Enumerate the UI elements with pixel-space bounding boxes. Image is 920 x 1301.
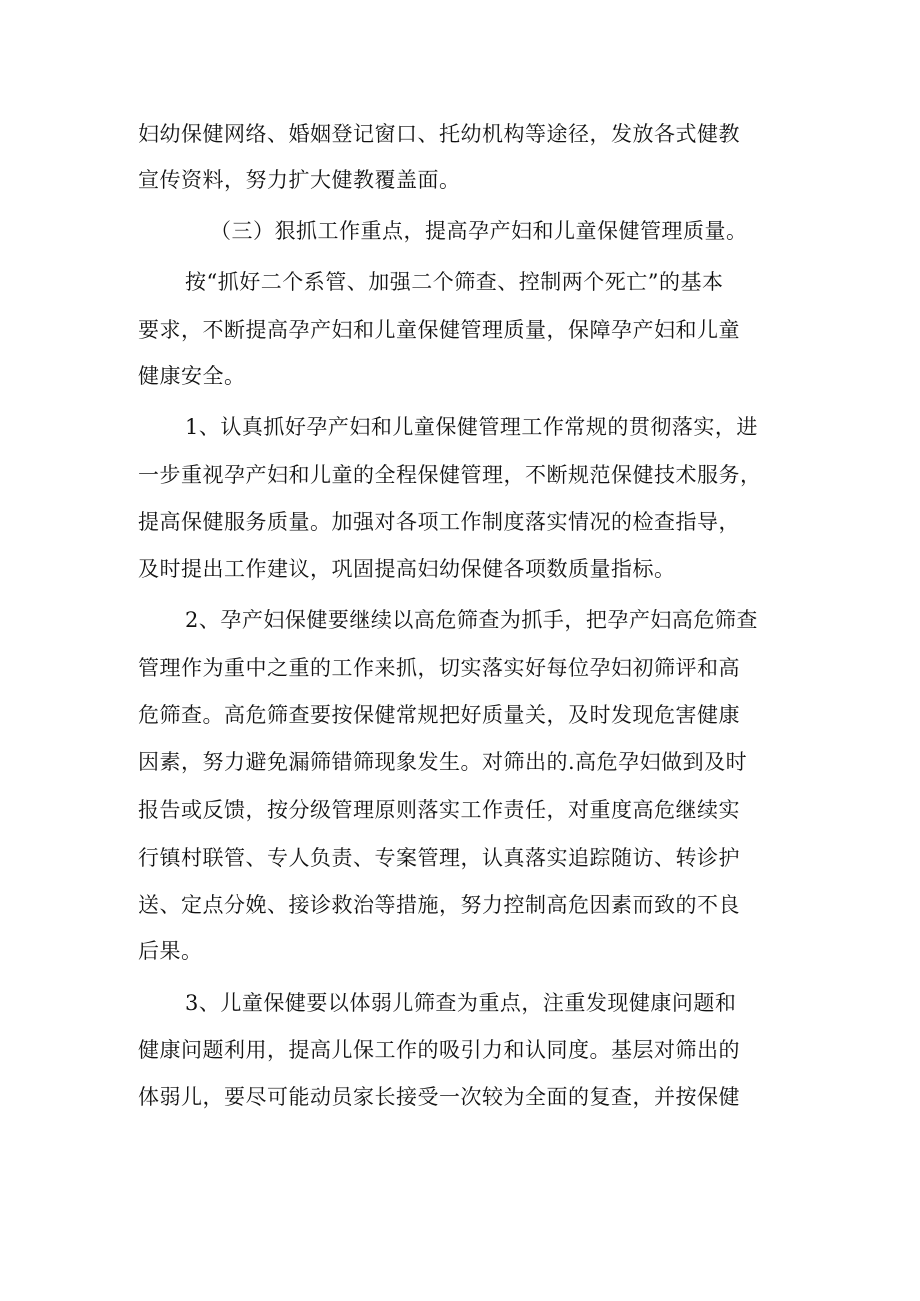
text-line: 宣传资料，努力扩大健教覆盖面。	[138, 168, 461, 192]
text-line: 妇幼保健网络、婚姻登记窗口、托幼机构等途径，发放各式健教	[138, 122, 740, 146]
text-line: 报告或反馈，按分级管理原则落实工作责任，对重度高危继续实	[138, 798, 740, 822]
text-line: 提高保健服务质量。加强对各项工作制度落实情况的检查指导，	[138, 510, 740, 534]
text-line: 危筛查。高危筛查要按保健常规把好质量关，及时发现危害健康	[138, 703, 740, 727]
text-line: 健康安全。	[138, 364, 246, 388]
text-line: 一步重视孕产妇和儿童的全程保健管理，不断规范保健技术服务，	[138, 463, 762, 487]
section-heading: （三）狠抓工作重点，提高孕产妇和儿童保健管理质量。	[210, 219, 748, 243]
text-line: 体弱儿，要尽可能动员家长接受一次较为全面的复查，并按保健	[138, 1085, 740, 1109]
text-line: 健康问题利用，提高儿保工作的吸引力和认同度。基层对筛出的	[138, 1038, 740, 1062]
text-line: 行镇村联管、专人负责、专案管理，认真落实追踪随访、转诊护	[138, 846, 740, 870]
text-line: 管理作为重中之重的工作来抓，切实落实好每位孕妇初筛评和高	[138, 656, 740, 680]
text-line: 及时提出工作建议，巩固提高妇幼保健各项数质量指标。	[138, 557, 676, 581]
text-line: 按“抓好二个系管、加强二个筛查、控制两个死亡”的基本	[185, 270, 724, 294]
text-line: 3、儿童保健要以体弱儿筛查为重点，注重发现健康问题和	[185, 991, 737, 1015]
text-line: 要求，不断提高孕产妇和儿童保健管理质量，保障孕产妇和儿童	[138, 318, 740, 342]
text-line: 因素，努力避免漏筛错筛现象发生。对筛出的.高危孕妇做到及时	[138, 750, 748, 774]
text-line: 送、定点分娩、接诊救治等措施，努力控制高危因素而致的不良	[138, 893, 740, 917]
text-line: 1、认真抓好孕产妇和儿童保健管理工作常规的贯彻落实，进	[185, 415, 758, 439]
text-line: 2、孕产妇保健要继续以高危筛查为抓手，把孕产妇高危筛查	[185, 608, 758, 632]
text-line: 后果。	[138, 939, 203, 963]
